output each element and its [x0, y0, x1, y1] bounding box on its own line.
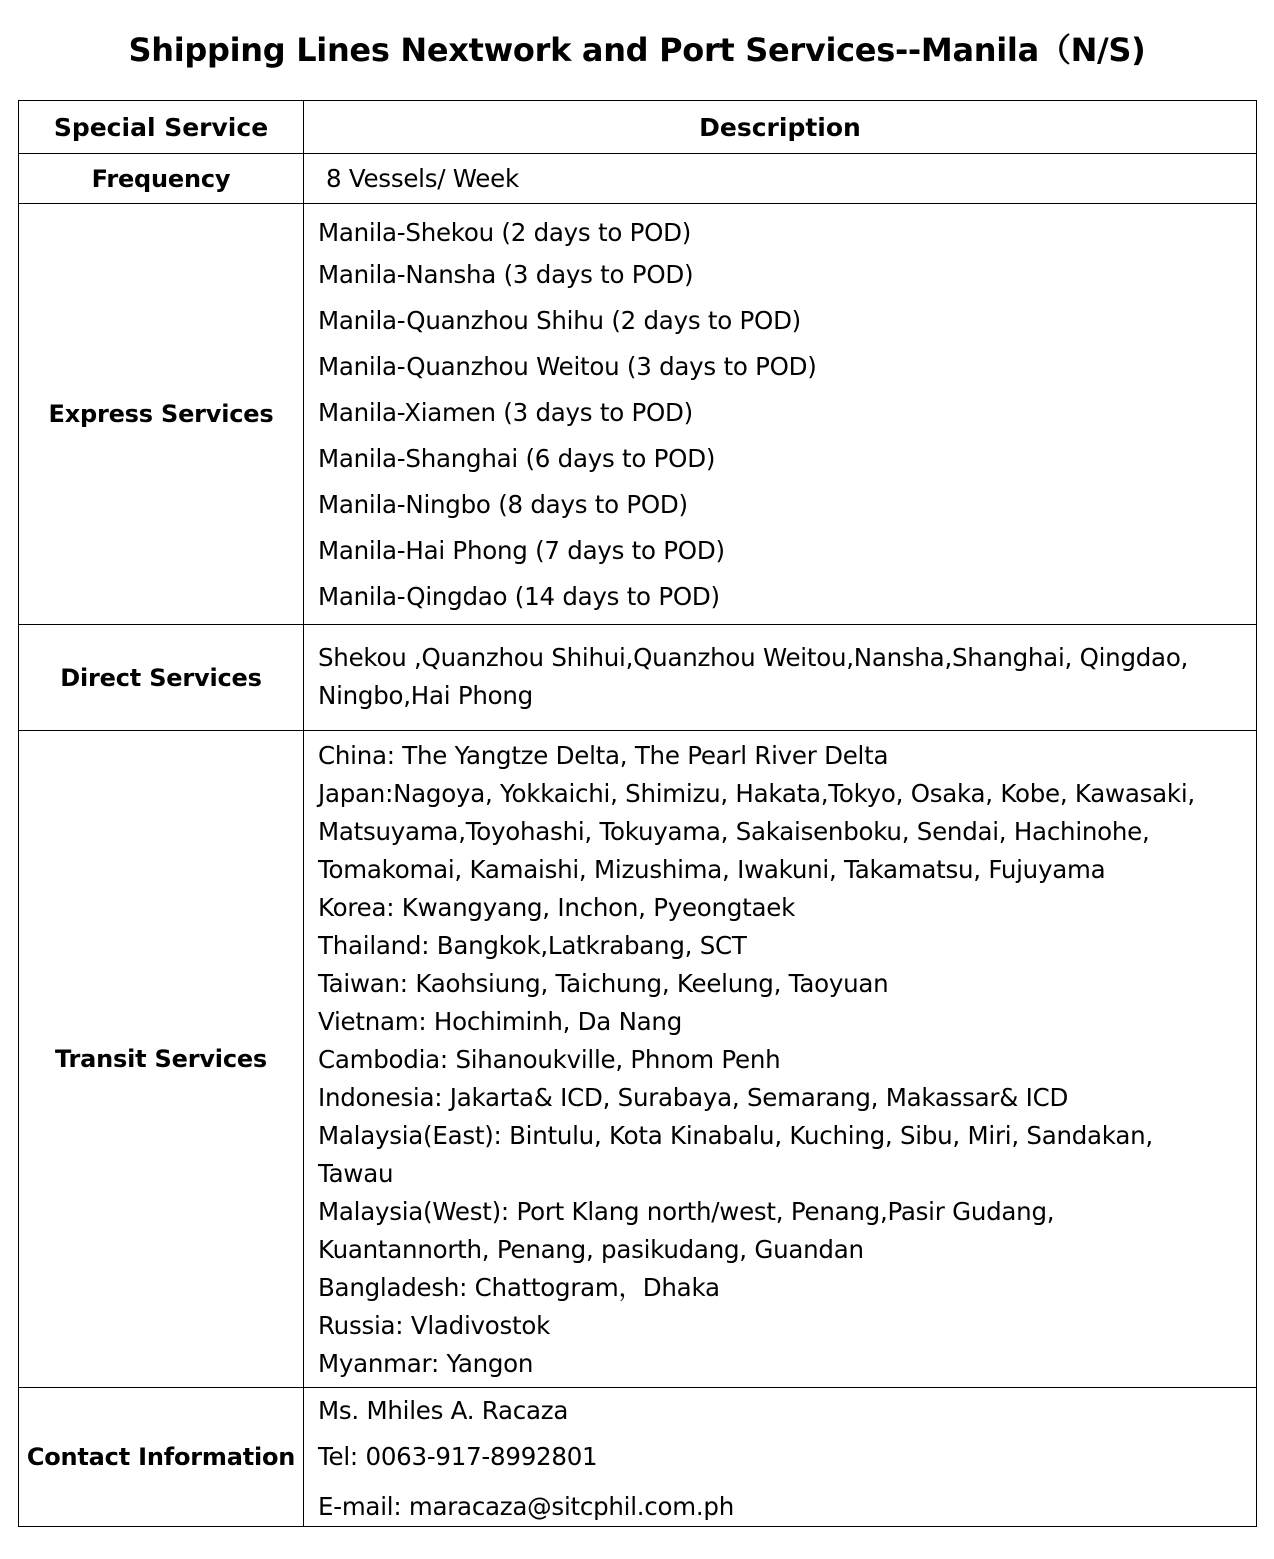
- direct-ports: [304, 625, 1257, 731]
- column-header-special-service: Special Service: [19, 101, 304, 154]
- express-route: Manila-Xiamen (3 days to POD): [318, 398, 693, 427]
- transit-line: Vietnam: Hochiminh, Da Nang: [318, 1007, 683, 1036]
- transit-line: Japan:Nagoya, Yokkaichi, Shimizu, Hakata,Tokyo, Osaka, Kobe, Kawasaki,: [318, 779, 1195, 808]
- page-title: Shipping Lines Nextwork and Port Services--Manila（N/S): [128, 31, 1146, 69]
- table-row-contact: [19, 1388, 1257, 1527]
- transit-line: Kuantannorth, Penang, pasikudang, Guandan: [318, 1235, 864, 1264]
- transit-line: Malaysia(East): Bintulu, Kota Kinabalu, Kuching, Sibu, Miri, Sandakan,: [318, 1121, 1153, 1150]
- transit-line: China: The Yangtze Delta, The Pearl River Delta: [318, 741, 889, 770]
- transit-line: Korea: Kwangyang, Inchon, Pyeongtaek: [318, 893, 796, 922]
- express-route: Manila-Hai Phong (7 days to POD): [318, 536, 725, 565]
- table-row-direct: [19, 625, 1257, 731]
- services-table: [18, 100, 1257, 1527]
- transit-line: Taiwan: Kaohsiung, Taichung, Keelung, Taoyuan: [318, 969, 889, 998]
- express-route: Manila-Qingdao (14 days to POD): [318, 582, 720, 611]
- transit-line: Bangladesh: Chattogram，Dhaka: [318, 1273, 720, 1302]
- contact-email[interactable]: E-mail: maracaza@sitcphil.com.ph: [318, 1492, 735, 1521]
- column-header-description: Description: [304, 101, 1257, 154]
- row-label-direct: Direct Services: [19, 625, 304, 731]
- row-label-contact: Contact Information: [19, 1388, 304, 1527]
- frequency-value: 8 Vessels/ Week: [304, 154, 1257, 204]
- express-route: Manila-Ningbo (8 days to POD): [318, 490, 688, 519]
- transit-line: Indonesia: Jakarta& ICD, Surabaya, Semarang, Makassar& ICD: [318, 1083, 1069, 1112]
- express-route: Manila-Shanghai (6 days to POD): [318, 444, 716, 473]
- row-label-express: Express Services: [19, 204, 304, 625]
- transit-line: Tawau: [318, 1159, 394, 1188]
- table-row-transit: [19, 731, 1257, 1388]
- transit-line: Malaysia(West): Port Klang north/west, Penang,Pasir Gudang,: [318, 1197, 1055, 1226]
- transit-line: Myanmar: Yangon: [318, 1349, 534, 1378]
- contact-phone[interactable]: Tel: 0063-917-8992801: [318, 1442, 598, 1471]
- transit-line: Thailand: Bangkok,Latkrabang, SCT: [318, 931, 747, 960]
- transit-line: Russia: Vladivostok: [318, 1311, 551, 1340]
- express-list: [304, 204, 1257, 625]
- transit-line: Cambodia: Sihanoukville, Phnom Penh: [318, 1045, 781, 1074]
- table-row-express: [19, 204, 1257, 625]
- transit-line: Matsuyama,Toyohashi, Tokuyama, Sakaisenboku, Sendai, Hachinohe,: [318, 817, 1150, 846]
- express-route: Manila-Quanzhou Shihu (2 days to POD): [318, 306, 801, 335]
- express-route: Manila-Quanzhou Weitou (3 days to POD): [318, 352, 817, 381]
- express-route: Manila-Shekou (2 days to POD): [318, 218, 692, 247]
- direct-line: Shekou ,Quanzhou Shihui,Quanzhou Weitou,Nansha,Shanghai, Qingdao,: [318, 643, 1189, 672]
- express-route: Manila-Nansha (3 days to POD): [318, 260, 694, 289]
- contact-name: Ms. Mhiles A. Racaza: [318, 1396, 569, 1425]
- table-row-frequency: [19, 154, 1257, 204]
- row-label-frequency: Frequency: [19, 154, 304, 204]
- contact-details: [304, 1388, 1257, 1527]
- table-header-row: [19, 101, 1257, 154]
- transit-list: [304, 731, 1257, 1388]
- transit-line: Tomakomai, Kamaishi, Mizushima, Iwakuni, Takamatsu, Fujuyama: [318, 855, 1106, 884]
- direct-line: Ningbo,Hai Phong: [318, 681, 533, 710]
- row-label-transit: Transit Services: [19, 731, 304, 1388]
